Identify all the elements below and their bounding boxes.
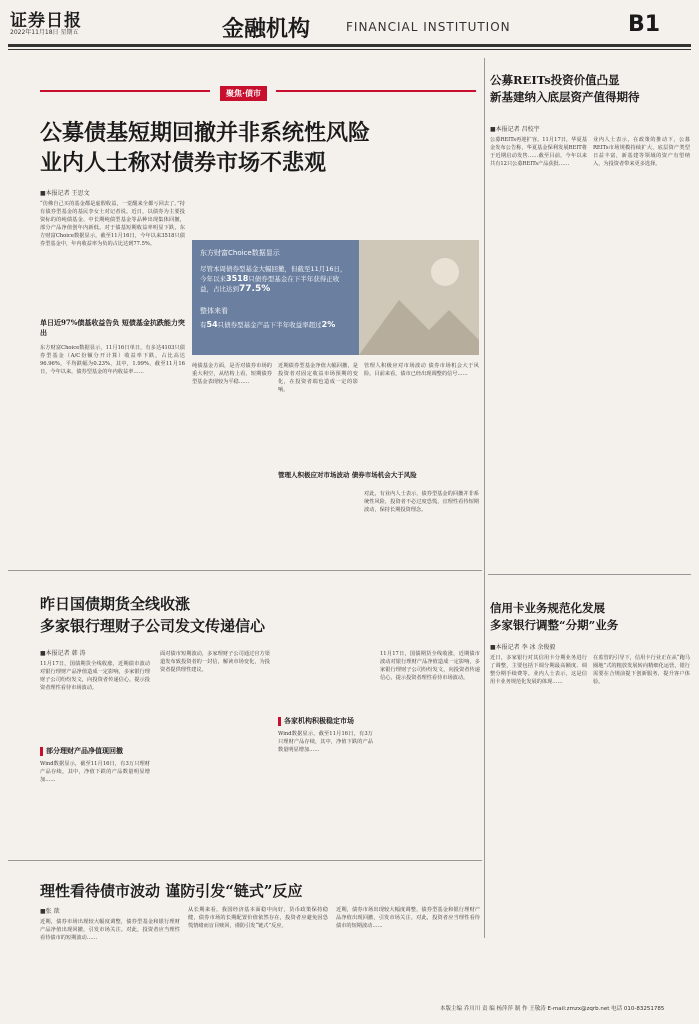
left-story-2-column-4: Wind数据显示，截至11月16日，有3万只理财产品存续，其中，净值下跌的产品数量明显增加…… [278, 731, 373, 753]
infobox-source: 东方财富Choice数据显示 [200, 249, 280, 257]
infobox-source-2: 整体来看 [200, 307, 228, 315]
bottom-story-column-1: 近期，债券市场出现较大幅度调整，债券型基金和银行理财产品净值出现回撤，引发市场关注。对此，投资者应当理性看待债市的短期波动…… [40, 919, 180, 941]
section-title: 金融机构 [222, 16, 311, 42]
headline-line-2: 多家银行理财子公司发文传递信心 [40, 617, 266, 635]
right-story-2-headline [490, 600, 690, 634]
tag-rule-left [40, 90, 210, 92]
infobox-stat-1: 尽管本周债券型基金大幅回撤，但截至11月16日，今年以来3518只债券型基金在下半年获得正收益，占比达到77.5% [200, 265, 347, 294]
left-story-2-subhead-1: 部分理财产品净值现回撤 [40, 746, 150, 756]
infobox-photo [359, 240, 479, 355]
headline-line-1: 公募债基短期回撤并非系统性风险 [40, 120, 371, 146]
top-story-byline: ■本报记者 王思文 [40, 190, 90, 197]
infobox-count-2: 54 [206, 320, 218, 329]
top-story-column-2: 纯债基金方面，是否对债券市场的重大利空，从结构上看，短期债券型基金表现较为平稳…… [192, 363, 272, 385]
headline-line-2: 多家银行调整“分期”业务 [490, 618, 619, 632]
infobox-stat-2: 有54只债券型基金产品下半年收益率超过2% [200, 320, 336, 329]
masthead-rule-thin [8, 49, 691, 50]
right-story-2-byline: ■本报记者 李 冰 余俊毅 [490, 644, 556, 651]
bottom-story-column-2: 从长期来看，我国经济基本面稳中向好，货币政策保持稳健，债券市场的长期配置价值依然存在，投资者应避免因恐慌情绪而盲目赎回，谨防引发“链式”反应。 [188, 907, 328, 929]
story-tag: 聚焦·债市 [220, 86, 267, 101]
top-story-subhead-1: 单日近97%债基收益告负 短债基金抗跌能力突出 [40, 318, 185, 337]
left-story-2-column-3: 面对债市短期波动，多家理财子公司通过官方渠道发布致投资者的一封信，解读市场变化，为投资者提供理性建议。 [160, 651, 270, 673]
top-story-headline [40, 118, 480, 178]
newspaper-logo: 证券日报 [10, 11, 82, 31]
section-title-en: FINANCIAL INSTITUTION [346, 20, 511, 34]
section-divider-right [488, 574, 691, 575]
left-story-2-column-2: Wind数据显示，截至11月16日，有3万只理财产品存续，其中，净值下跌的产品数量明显增加…… [40, 761, 150, 783]
left-story-2-subhead-2: 各家机构积极稳定市场 [278, 716, 388, 726]
top-story-column-4: 管理人积极应对市场波动 债券市场机会大于风险。目前来看，债市已经出现调整的信号…… [364, 363, 479, 377]
infobox-count: 3518 [226, 274, 249, 283]
headline-line-2: 新基建纳入底层资产值得期待 [490, 90, 640, 104]
page-number: B1 [628, 12, 661, 37]
masthead [0, 0, 699, 58]
headline-line-1: 信用卡业务规范化发展 [490, 601, 605, 615]
left-story-2-column-5: 11月17日，国债期货全线收涨，近期债市波动对银行理财产品净值造成一定影响，多家银行理财子公司纷纷发文，向投资者传递信心，提示投资者理性看待市场波动。 [380, 651, 480, 681]
top-story-column-3: 近期债券型基金净值大幅回撤，是投资者对固定收益市场预期的变化，在投资者端也造成一定的影响。 [278, 363, 358, 393]
headline-line-1: 公募REITs投资价值凸显 [490, 73, 620, 87]
left-story-2-headline [40, 593, 480, 637]
bottom-story-byline: ■张 歆 [40, 908, 60, 915]
right-story-2-column-2: 在监管的引导下，信用卡行业正在从“跑马圈地”式的粗放发展转向精细化运营，银行需要在合规前提下创新服务，提升客户体验。 [593, 655, 690, 685]
left-story-2-byline: ■本报记者 韩 涛 [40, 650, 86, 657]
top-story-subhead-2: 管理人积极应对市场波动 债券市场机会大于风险 [278, 471, 417, 479]
infobox-pct-2: 2% [321, 320, 336, 329]
headline-line-1: 昨日国债期货全线收涨 [40, 595, 191, 613]
data-infobox [192, 240, 359, 355]
left-story-2-column-1: 11月17日，国债期货全线收涨，近期债市波动对银行理财产品净值造成一定影响，多家银行理财子公司纷纷发文，向投资者传递信心，提示投资者理性看待市场波动。 [40, 661, 150, 691]
top-story-column-1: 东方财富Choice数据显示，11月16日单日，有多达4103只债券型基金（A/C份额分开计算）收益率下跌，占比高达96.96%，平均跌幅为0.23%，其中，1.99%，截至11月16日，今年以来，债券型基金的年内收益率…… [40, 345, 185, 375]
right-story-1-byline: ■本报记者 昌校宇 [490, 126, 540, 133]
top-story-column-5: 对此，有业内人士表示，债券型基金的回撤并非系统性风险，投资者不必过度恐慌，宜理性看待短期波动，保持长期投资理念。 [364, 491, 479, 513]
tag-rule-right [276, 90, 476, 92]
masthead-rule [8, 44, 691, 47]
right-story-1-column-1: 公募REITs再迎扩容。11月17日，华夏基金发布公告称，华夏基金保利发展REIT将于近期启动发售……截至目前，今年以来共有12只公募REITs产品获批…… [490, 137, 587, 167]
right-story-2-column-1: 近日，多家银行对其信用卡分期业务进行了调整，主要包括下调分期最高额度、调整分期手续费等。业内人士表示，这是信用卡业务规范化发展的体现…… [490, 655, 587, 685]
section-divider-bottom [8, 860, 482, 861]
right-story-1-headline [490, 72, 690, 106]
top-story-lead: “仿佛自己买的基金都是虚假收益，一觉醒来全都亏回去了。”持有债券型基金的基民李女士对记者说。近日，以债券为主要投资标的的纯债基金、中长期纯债型基金等品种出现集体回撤，部分产品净值创年内新低。对于债基短期收益率明显下跌，东方财富Choice数据显示，截至11月16日，今年以来3518只债券型基金中，年内收益率为负的占比达到77.5%。 [40, 201, 185, 247]
column-divider [484, 58, 485, 938]
section-divider [8, 570, 482, 571]
bottom-story-column-3: 近期，债券市场出现较大幅度调整，债券型基金和银行理财产品净值出现回撤，引发市场关注。对此，投资者应当理性看待债市的短期波动…… [336, 907, 480, 929]
bottom-story-headline: 理性看待债市波动 谨防引发“链式”反应 [40, 882, 303, 900]
infobox-pct: 77.5% [239, 284, 271, 294]
page-footer: 本版主编 乔川川 责 编 杨萍萍 制 作 王敬涛 E-mail:zmzx@zqrb.net 电话 010-83251785 [440, 1006, 665, 1012]
photo-placeholder-icon [359, 240, 479, 355]
issue-date: 2022年11月18日 星期五 [10, 29, 79, 36]
right-story-1-column-2: 业内人士表示，在政策的推动下，公募REITs市场规模持续扩大，底层资产类型日益丰富，新基建等领域的资产有望纳入，为投资者带来更多选择。 [593, 137, 690, 167]
headline-line-2: 业内人士称对债券市场不悲观 [40, 150, 327, 176]
